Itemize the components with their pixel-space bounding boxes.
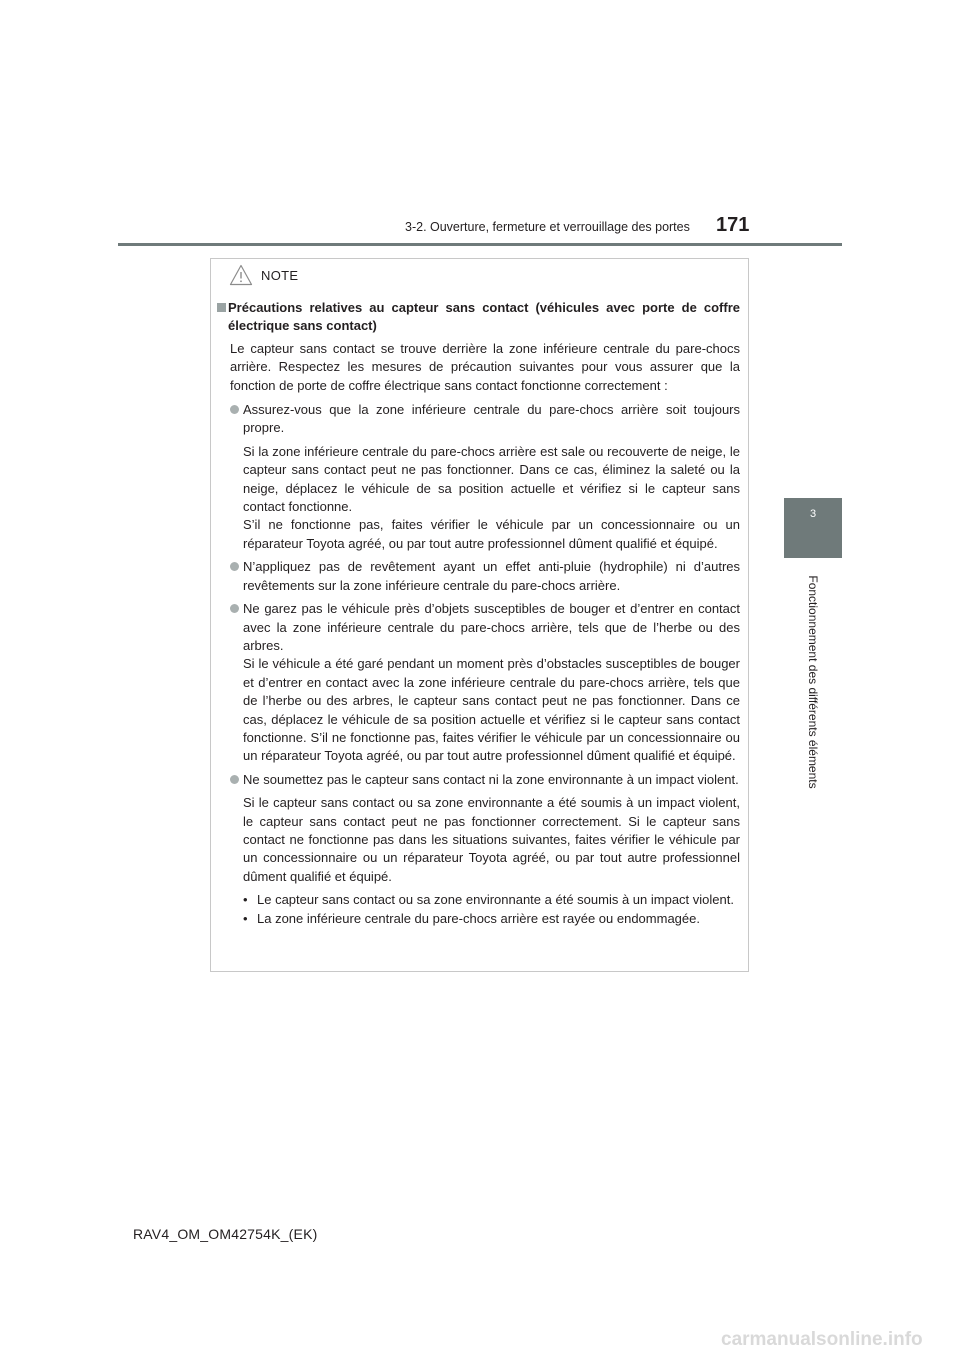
note-label: NOTE	[261, 267, 299, 283]
list-item	[217, 558, 740, 595]
list-item-text: Ne garez pas le véhicule près d’objets susceptibles de bouger et d’entrer en contact avec la zone inférieure centrale du pare-chocs arrière, tels que de l’herbe ou des arbres.	[243, 601, 740, 653]
note-body	[217, 299, 740, 928]
list-item-detail: Si le capteur sans contact ou sa zone environnante a été soumis à un impact violent, le capteur sans contact peut ne pas fonctionner correctement. Si le capteur sans contact ne fonctionne pas dans les situations suivantes, faites vérifier le véhicule par un concessionnaire ou un réparateur Toyota agréé, ou par tout autre professionnel dûment qualifié et équipé.	[243, 795, 740, 884]
warning-triangle-icon	[229, 264, 253, 286]
note-box	[210, 258, 749, 972]
circle-bullet-icon	[230, 604, 239, 613]
dot-bullet-icon: •	[243, 910, 248, 926]
circle-bullet-icon	[230, 562, 239, 571]
manual-code: RAV4_OM_OM42754K_(EK)	[133, 1226, 318, 1242]
circle-bullet-icon	[230, 405, 239, 414]
note-section-heading	[217, 299, 740, 336]
note-header	[229, 261, 298, 289]
list-item	[217, 401, 740, 438]
note-heading-text: Précautions relatives au capteur sans contact (véhicules avec porte de coffre électrique sans contact)	[228, 300, 740, 334]
chapter-tab-number: 3	[809, 508, 817, 520]
sub-list-item	[217, 910, 740, 928]
dot-bullet-icon: •	[243, 892, 248, 908]
note-intro: Le capteur sans contact se trouve derrière la zone inférieure centrale du pare-chocs arrière. Respectez les mesures de précaution suivantes pour vous assurer que la fonction de porte de coffre électrique sans contact fonctionne correctement :	[230, 340, 740, 393]
list-item-text: N’appliquez pas de revêtement ayant un effet anti-pluie (hydrophile) ni d’autres revêtements sur la zone inférieure centrale du pare-chocs arrière.	[243, 559, 740, 593]
square-bullet-icon	[217, 303, 226, 312]
sub-list-item-text: Le capteur sans contact ou sa zone environnante a été soumis à un impact violent.	[257, 892, 734, 908]
watermark-text: carmanualsonline.info	[721, 1329, 923, 1350]
detail-text: S’il ne fonctionne pas, faites vérifier le véhicule par un concessionnaire ou un réparateur Toyota agréé, ou par tout autre professionnel dûment qualifié et équipé.	[243, 517, 740, 551]
chapter-tab	[784, 498, 842, 558]
detail-text: Si la zone inférieure centrale du pare-chocs arrière est sale ou recouverte de neige, le capteur sans contact peut ne pas fonctionner. Dans ce cas, éliminez la saleté ou la neige, déplacez le véhicule de sa position actuelle et vérifiez si le capteur sans contact fonctionne.	[243, 443, 740, 515]
chapter-side-title: Fonctionnement des différents éléments	[806, 575, 820, 789]
running-header-section: 3-2. Ouverture, fermeture et verrouillage des portes	[405, 220, 690, 234]
sub-list-item-text: La zone inférieure centrale du pare-chocs arrière est rayée ou endommagée.	[257, 910, 700, 926]
list-item-text: Assurez-vous que la zone inférieure centrale du pare-chocs arrière soit toujours propre.	[243, 402, 740, 436]
list-item-detail	[217, 443, 740, 553]
page-number: 171	[716, 214, 750, 236]
list-item	[217, 600, 740, 766]
header-divider	[118, 243, 842, 246]
list-item-text: Ne soumettez pas le capteur sans contact ni la zone environnante à un impact violent.	[243, 771, 739, 787]
circle-bullet-icon	[230, 775, 239, 784]
watermark-logo	[721, 1325, 953, 1351]
sub-list-item	[217, 891, 740, 909]
list-item-continuation: Si le véhicule a été garé pendant un moment près d’obstacles susceptibles de bouger et d’entrer en contact avec la zone inférieure centrale du pare-chocs arrière, tels que de l’herbe ou des arbres, le capteur sans contact peut ne pas fonctionner. Dans ce cas, déplacez le véhicule de sa position actuelle et vérifiez si le capteur sans contact fonctionne. S’il ne fonctionne pas, faites vérifier le véhicule par un concessionnaire ou un réparateur Toyota agréé, ou par tout autre professionnel dûment qualifié et équipé.	[243, 656, 740, 764]
list-item	[217, 771, 740, 789]
